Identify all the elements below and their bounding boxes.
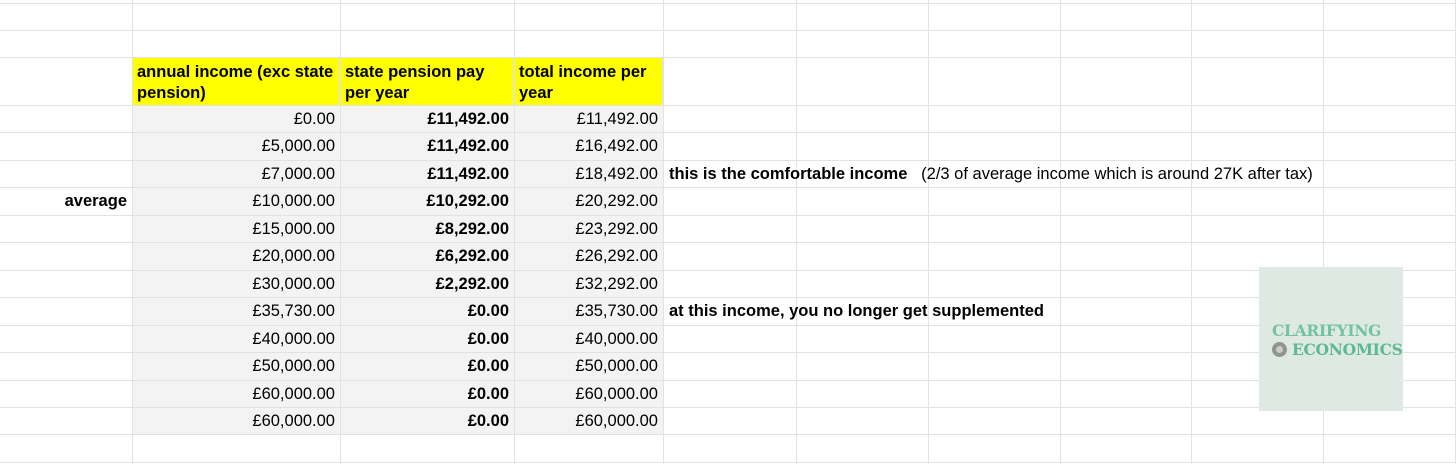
logo-line-2: ECONOMICS — [1292, 340, 1403, 359]
income-cell[interactable]: £30,000.00 — [133, 271, 341, 298]
income-cell[interactable]: £20,000.00 — [133, 243, 341, 271]
pension-cell[interactable]: £6,292.00 — [341, 243, 515, 271]
total-cell[interactable]: £40,000.00 — [515, 326, 664, 353]
pension-cell[interactable]: £0.00 — [341, 408, 515, 435]
logo-line-2-wrap — [1272, 340, 1403, 359]
total-cell[interactable]: £26,292.00 — [515, 243, 664, 271]
income-cell[interactable]: £50,000.00 — [133, 353, 341, 381]
clarifying-economics-logo — [1259, 267, 1403, 411]
pension-cell[interactable]: £0.00 — [341, 381, 515, 408]
header-state-pension[interactable]: state pension pay per year — [341, 58, 514, 105]
total-cell[interactable]: £50,000.00 — [515, 353, 664, 381]
total-cell[interactable]: £32,292.00 — [515, 271, 664, 298]
pension-cell[interactable]: £2,292.00 — [341, 271, 515, 298]
row-label-average[interactable]: average — [64, 192, 127, 210]
total-cell[interactable]: £18,492.00 — [515, 161, 664, 188]
pension-cell[interactable]: £10,292.00 — [341, 188, 515, 216]
income-cell[interactable]: £5,000.00 — [133, 133, 341, 161]
pension-cell[interactable]: £8,292.00 — [341, 216, 515, 243]
gridline — [1060, 0, 1061, 464]
coin-icon — [1272, 342, 1287, 357]
pension-cell[interactable]: £0.00 — [341, 353, 515, 381]
income-cell[interactable]: £10,000.00 — [133, 188, 341, 216]
pension-cell[interactable]: £11,492.00 — [341, 161, 515, 188]
income-cell[interactable]: £60,000.00 — [133, 381, 341, 408]
income-cell[interactable]: £15,000.00 — [133, 216, 341, 243]
gridline — [0, 30, 1456, 31]
gridline — [796, 0, 797, 464]
income-cell[interactable]: £0.00 — [133, 106, 341, 133]
comfortable-income-detail: (2/3 of average income which is around 27K after tax) — [921, 165, 1313, 183]
gridline — [0, 3, 1456, 4]
header-annual-income[interactable]: annual income (exc state pension) — [133, 58, 340, 105]
total-cell[interactable]: £11,492.00 — [515, 106, 664, 133]
total-cell[interactable]: £16,492.00 — [515, 133, 664, 161]
total-cell[interactable]: £23,292.00 — [515, 216, 664, 243]
pension-cell[interactable]: £0.00 — [341, 298, 515, 326]
comfortable-income-note[interactable] — [664, 161, 1313, 188]
header-total-income[interactable]: total income per year — [515, 58, 663, 105]
pension-cell[interactable]: £11,492.00 — [341, 106, 515, 133]
total-cell[interactable]: £20,292.00 — [515, 188, 664, 216]
income-cell[interactable]: £7,000.00 — [133, 161, 341, 188]
income-cell[interactable]: £60,000.00 — [133, 408, 341, 435]
income-cell[interactable]: £40,000.00 — [133, 326, 341, 353]
gridline — [0, 462, 1456, 463]
gridline — [1191, 0, 1192, 464]
total-cell[interactable]: £60,000.00 — [515, 408, 664, 435]
pension-cell[interactable]: £11,492.00 — [341, 133, 515, 161]
income-cell[interactable]: £35,730.00 — [133, 298, 341, 326]
total-cell[interactable]: £60,000.00 — [515, 381, 664, 408]
comfortable-income-label: this is the comfortable income — [669, 165, 908, 183]
pension-cell[interactable]: £0.00 — [341, 326, 515, 353]
total-cell[interactable]: £35,730.00 — [515, 298, 664, 326]
gridline — [928, 0, 929, 464]
supplement-note[interactable]: at this income, you no longer get supplemented — [669, 302, 1044, 320]
logo-line-1: CLARIFYING — [1272, 321, 1382, 340]
